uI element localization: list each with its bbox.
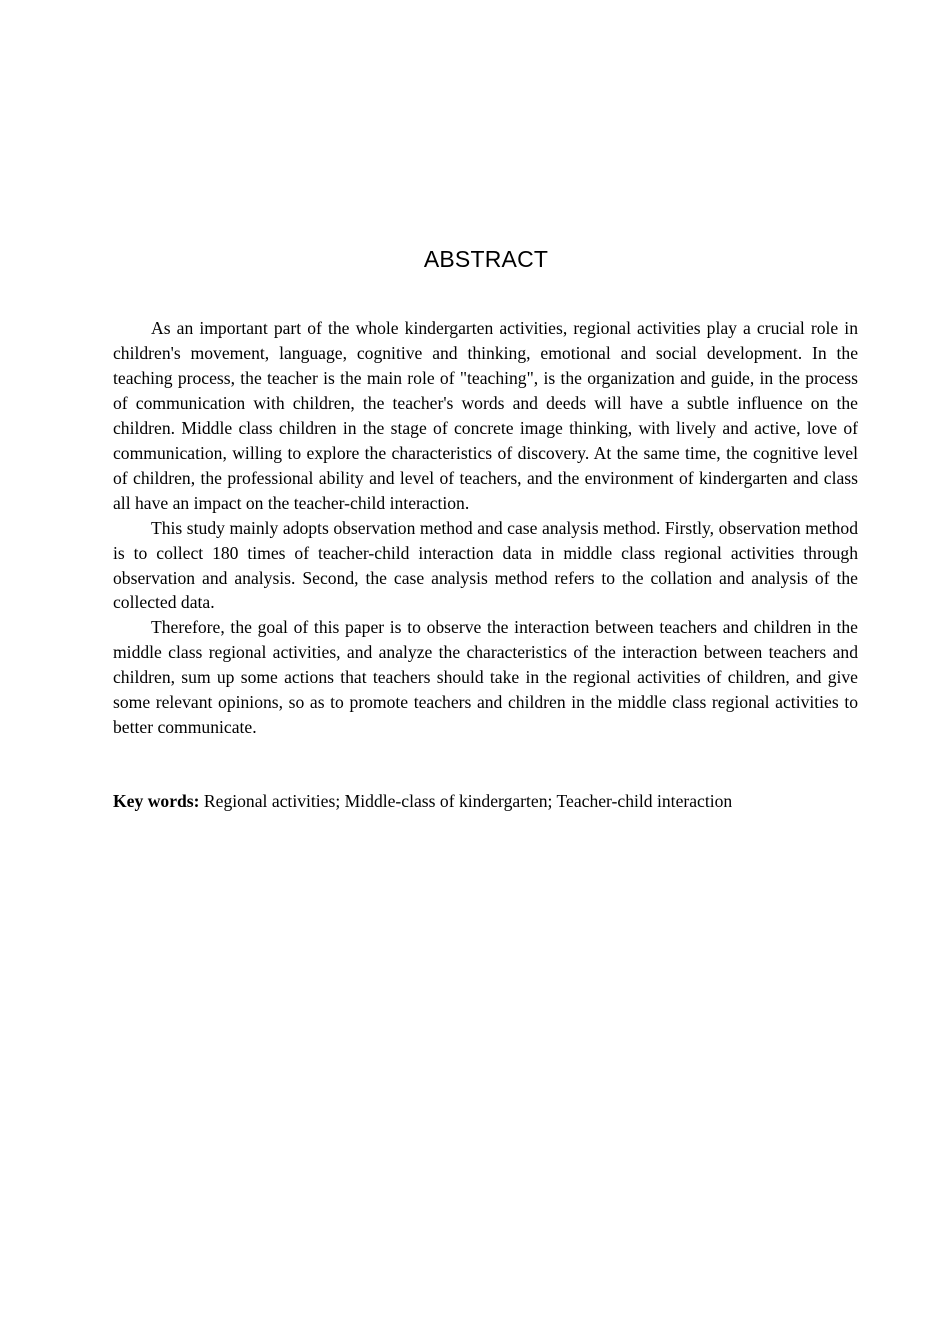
abstract-paragraph-1: As an important part of the whole kindergarten activities, regional activities play a crucial role in children's movement, language, cognitive and thinking, emotional and social development. In the teaching process, the teacher is the main role of "teaching", is the organization and guide, in the process of communication with children, the teacher's words and deeds will have a subtle influence on the children. Middle class children in the stage of concrete image thinking, with lively and active, love of communication, willing to explore the characteristics of discovery. At the same time, the cognitive level of children, the professional ability and level of teachers, and the environment of kindergarten and class all have an impact on the teacher-child interaction. <box>113 318 858 513</box>
abstract-paragraph-3: Therefore, the goal of this paper is to observe the interaction between teachers and children in the middle class regional activities, and analyze the characteristics of the interaction between teachers and children, sum up some actions that teachers should take in the regional activities of children, and give some relevant opinions, so as to promote teachers and children in the middle class regional activities to better communicate. <box>113 617 858 738</box>
abstract-body <box>113 316 858 740</box>
abstract-paragraph-2: This study mainly adopts observation method and case analysis method. Firstly, observation method is to collect 180 times of teacher-child interaction data in middle class regional activities through observation and analysis. Second, the case analysis method refers to the collation and analysis of the collected data. <box>113 517 858 613</box>
keywords-line <box>113 789 858 814</box>
abstract-title: ABSTRACT <box>423 246 549 272</box>
keywords-label: Key words: <box>113 791 200 811</box>
keywords-text: Regional activities; Middle-class of kindergarten; Teacher-child interaction <box>199 791 733 811</box>
